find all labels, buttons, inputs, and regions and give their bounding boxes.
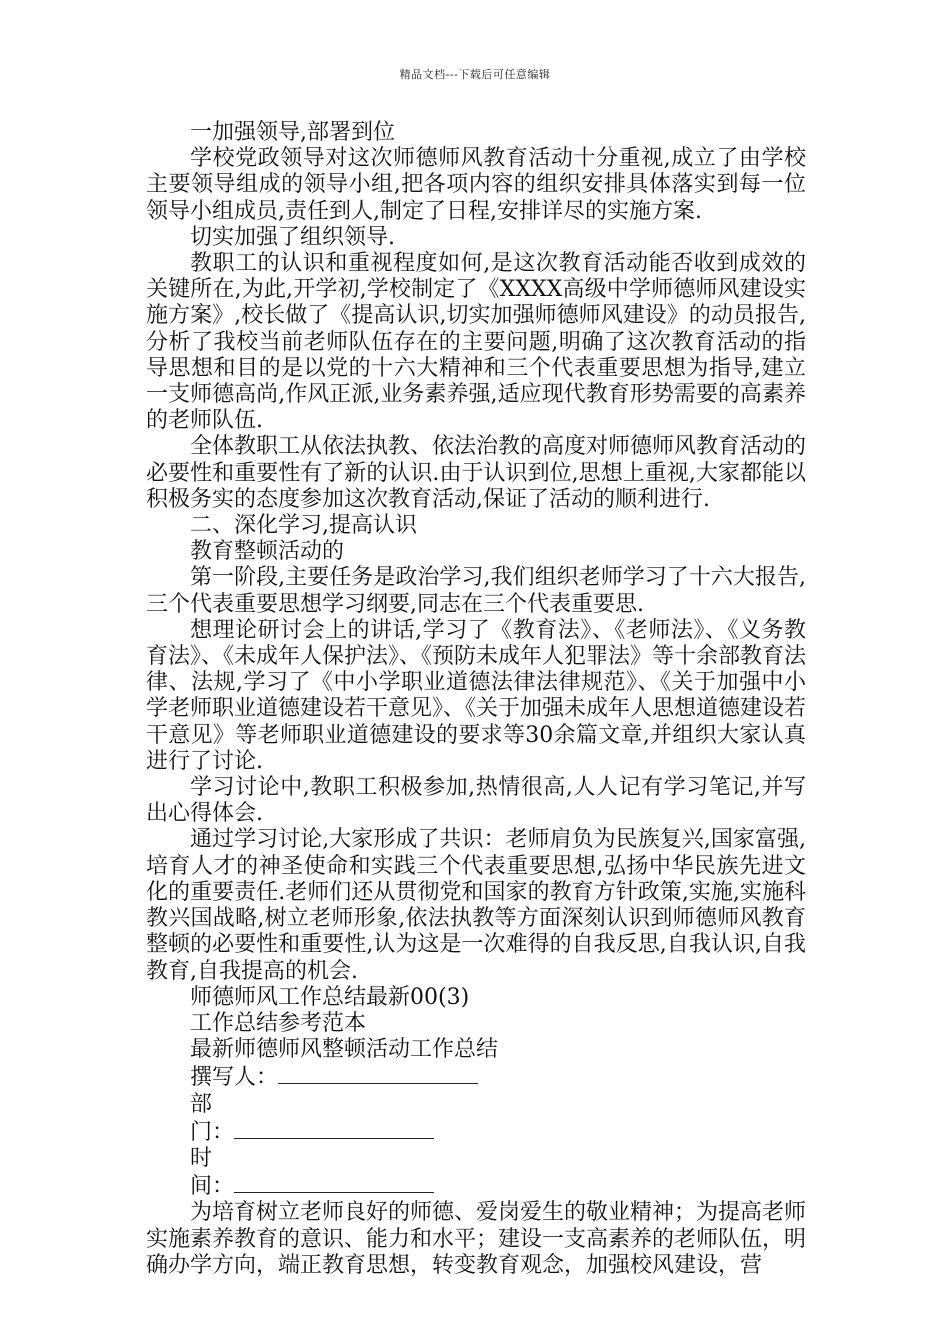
page-header: 精品文档---下载后可任意编辑 (399, 68, 551, 81)
dept-blank-line (234, 1118, 434, 1139)
paragraph: 学习讨论中,教职工积极参加,热情很高,人人记有学习笔记,并写出心得体会. (146, 775, 806, 827)
paragraph: 教职工的认识和重视程度如何,是这次教育活动能否收到成效的关键所在,为此,开学初,学校制定了《XXXX高级中学师德师风建设实施方案》,校长做了《提高认识,切实加强师德师风建设》的动员报告,分析了我校当前老师队伍存在的主要问题,明确了这次教育活动的指导思想和目的是以党的十六大精神和三个代表重要思想为指导,建立一支师德高尚,作风正派,业务素养强,适应现代教育形势需要的高素养的老师队伍. (146, 251, 806, 434)
author-label: 撰写人： (190, 1065, 279, 1091)
paragraph: 教育整顿活动的 (190, 539, 345, 565)
dept-label-line-1: 部 (190, 1091, 213, 1117)
author-field (146, 1063, 806, 1091)
paragraph: 学校党政领导对这次师德师风教育活动十分重视,成立了由学校主要领导组成的领导小组,把各项内容的组织安排具体落实到每一位领导小组成员,责任到人,制定了日程,安排详尽的实施方案. (146, 146, 806, 224)
section-heading-1: 一加强领导,部署到位 (190, 120, 395, 145)
section-heading-2: 二、深化学习,提高认识 (190, 513, 417, 539)
time-label: 间： (190, 1174, 235, 1200)
time-label-line-1: 时 (190, 1145, 213, 1171)
paragraph: 第一阶段,主要任务是政治学习,我们组织老师学习了十六大报告,三个代表重要思想学习纲要,同志在三个代表重要思. (146, 565, 806, 617)
paragraph: 通过学习讨论,大家形成了共识：老师肩负为民族复兴,国家富强,培育人才的神圣使命和实践三个代表重要思想,弘扬中华民族先进文化的重要责任.老师们还从贯彻党和国家的教育方针政策,实施,实施科教兴国战略,树立老师形象,依法执教等方面深刻认识到师德师风教育整顿的必要性和重要性,认为这是一次难得的自我反思,自我认识,自我教育,自我提高的机会. (146, 827, 806, 984)
dept-label: 门： (190, 1119, 235, 1145)
dept-field (146, 1118, 806, 1146)
doc-heading-line: 最新师德师风整顿活动工作总结 (190, 1037, 499, 1063)
paragraph: 全体教职工从依法执教、依法治教的高度对师德师风教育活动的必要性和重要性有了新的认识.由于认识到位,思想上重视,大家都能以积极务实的态度参加这次教育活动,保证了活动的顺利进行. (146, 434, 807, 512)
closing-paragraph: 为培育树立老师良好的师德、爱岗爱生的敬业精神；为提高老师实施素养教育的意识、能力和水平；建设一支高素养的老师队伍，明确办学方向，端正教育思想，转变教育观念，加强校风建设，营 (146, 1200, 807, 1278)
time-field (146, 1172, 806, 1200)
document-body (146, 120, 806, 1279)
paragraph: 想理论研讨会上的讲话,学习了《教育法》、《老师法》、《义务教育法》、《未成年人保护法》、《预防未成年人犯罪法》等十余部教育法律、法规,学习了《中小学职业道德法律法律规范》、《关于加强中小学老师职业道德建设若干意见》、《关于加强未成年人思想道德建设若干意见》等老师职业道德建设的要求等30余篇文章,并组织大家认真进行了讨论. (146, 617, 807, 774)
doc-title-line: 师德师风工作总结最新00(3) (190, 984, 470, 1010)
doc-subtitle-line: 工作总结参考范本 (190, 1010, 367, 1036)
author-blank-line (278, 1063, 478, 1084)
time-blank-line (234, 1172, 434, 1193)
paragraph: 切实加强了组织领导. (190, 224, 395, 250)
